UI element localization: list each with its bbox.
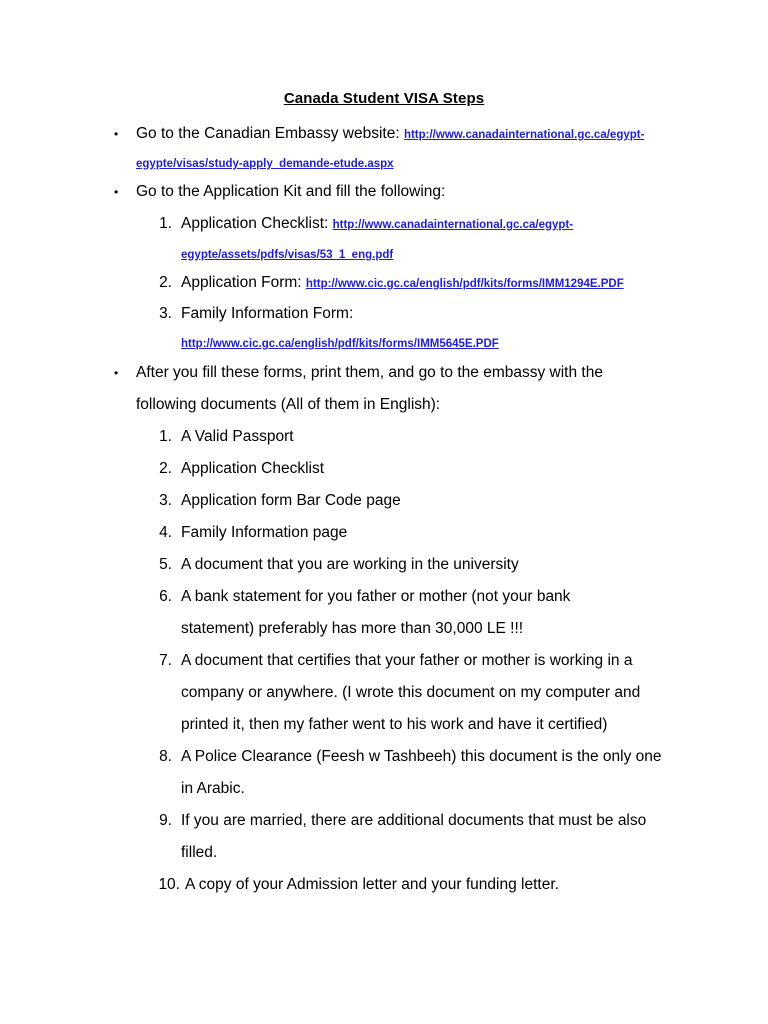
list-number: 3. [159,492,172,509]
list-number: 2. [159,460,172,477]
step2-text: Go to the Application Kit and fill the following: [136,183,446,200]
bullet-icon: • [114,185,119,199]
list-number: 9. [159,812,172,829]
bullet-icon: • [114,127,119,141]
list-item-cont [181,244,393,265]
list-item: A Police Clearance (Feesh w Tashbeeh) this document is the only one [181,748,662,765]
list-item-cont: statement) preferably has more than 30,000 LE !!! [181,620,524,637]
list-number: 1. [159,215,172,232]
list-number: 6. [159,588,172,605]
list-item-cont: company or anywhere. (I wrote this document on my computer and [181,684,641,701]
list-item: A bank statement for you father or mother (not your bank [181,588,571,605]
checklist-link[interactable]: http://www.canadainternational.gc.ca/egypt- [332,219,574,231]
list-number: 8. [159,748,172,765]
bullet-icon: • [114,366,119,380]
list-item-cont: printed it, then my father went to his work and have it certified) [181,716,608,733]
list-item: A document that certifies that your father or mother is working in a [181,652,633,669]
step1-link-cont [136,153,394,174]
page-title: Canada Student VISA Steps [283,90,485,107]
step1-line [136,124,644,145]
list-item: Family Information Form: [181,305,354,322]
list-item: Application Checklist [181,460,325,477]
step3-text-line2: following documents (All of them in English): [136,396,441,413]
list-item [181,214,573,235]
list-number: 3. [159,305,172,322]
list-number: 2. [159,274,172,291]
list-item: Application form Bar Code page [181,492,401,509]
list-number: 1. [159,428,172,445]
list-item-cont: filled. [181,844,218,861]
list-number: 4. [159,524,172,541]
step3-text-line1: After you fill these forms, print them, and go to the embassy with the [136,364,603,381]
list-item: A copy of your Admission letter and your funding letter. [185,876,559,893]
item-label: Application Form: [181,274,306,291]
list-item-cont [181,333,499,354]
step1-text: Go to the Canadian Embassy website: [136,125,404,142]
list-item: A Valid Passport [181,428,294,445]
item-label: Application Checklist: [181,215,333,232]
list-item: A document that you are working in the university [181,556,519,573]
list-number: 10. [158,876,180,893]
list-item-cont: in Arabic. [181,780,245,797]
embassy-link[interactable]: http://www.canadainternational.gc.ca/egypt- [403,129,645,141]
list-item: If you are married, there are additional documents that must be also [181,812,647,829]
embassy-link-cont[interactable]: egypte/visas/study-apply_demande-etude.aspx [136,158,394,170]
application-form-link[interactable]: http://www.cic.gc.ca/english/pdf/kits/forms/IMM1294E.PDF [305,278,624,290]
family-form-link[interactable]: http://www.cic.gc.ca/english/pdf/kits/forms/IMM5645E.PDF [181,338,499,350]
list-item [181,273,624,294]
list-number: 5. [159,556,172,573]
list-number: 7. [159,652,172,669]
list-item: Family Information page [181,524,348,541]
checklist-link-cont[interactable]: egypte/assets/pdfs/visas/53_1_eng.pdf [181,249,394,261]
